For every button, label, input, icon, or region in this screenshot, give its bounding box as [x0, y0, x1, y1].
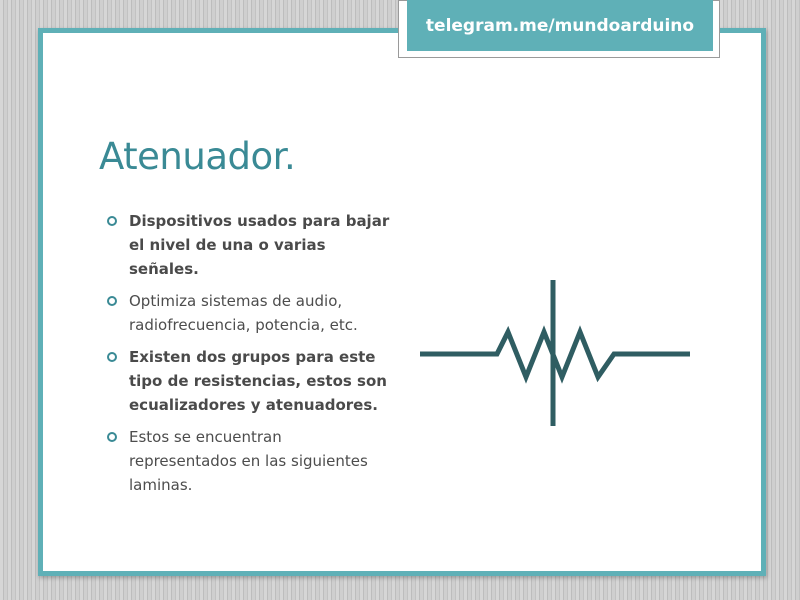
bullet-text: Optimiza sistemas de audio, radiofrecuencia, potencia, etc.: [129, 292, 358, 334]
bullet-circle-icon: [107, 216, 117, 226]
bullet-item: [105, 209, 390, 281]
bullet-text: Estos se encuentran representados en las siguientes laminas.: [129, 428, 368, 494]
bullet-item: [105, 425, 390, 497]
slide-title: Atenuador.: [99, 135, 296, 178]
header-tag: telegram.me/mundoarduino: [407, 0, 713, 51]
variable-resistor-icon: [420, 280, 690, 426]
bullet-circle-icon: [107, 432, 117, 442]
bullet-list: [105, 209, 390, 505]
bullet-item: [105, 289, 390, 337]
bullet-circle-icon: [107, 296, 117, 306]
bullet-text: Dispositivos usados para bajar el nivel de una o varias señales.: [129, 212, 390, 278]
bullet-circle-icon: [107, 352, 117, 362]
bullet-item: [105, 345, 390, 417]
bullet-text: Existen dos grupos para este tipo de resistencias, estos son ecualizadores y atenuadores.: [129, 348, 387, 414]
